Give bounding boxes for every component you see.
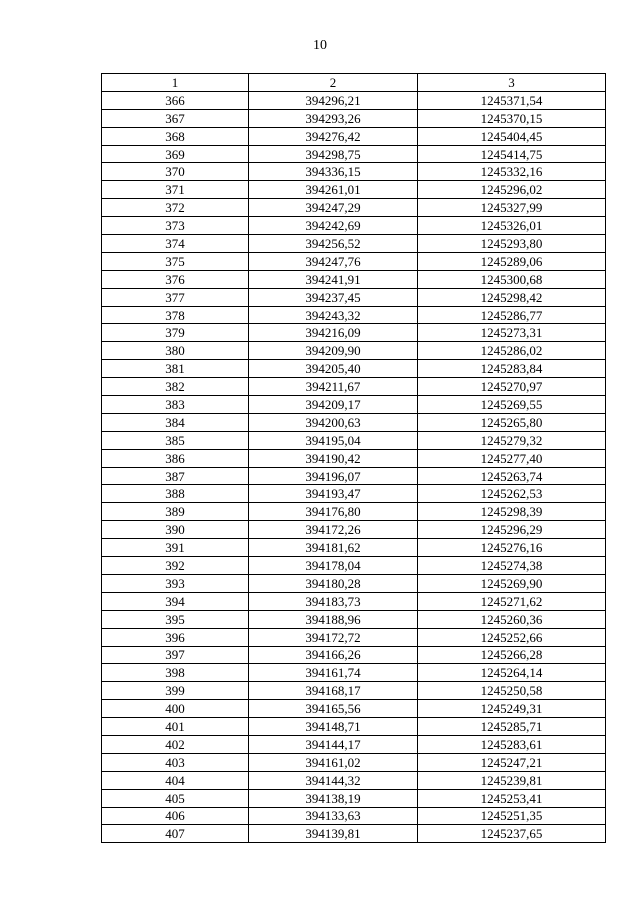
table-cell-col-3: 1245327,99 xyxy=(418,199,606,217)
table-cell-col-2: 394247,29 xyxy=(249,199,418,217)
table-cell-col-3: 1245253,41 xyxy=(418,789,606,807)
table-row xyxy=(102,574,606,592)
table-cell-col-2: 394139,81 xyxy=(249,825,418,843)
table-cell-col-2: 394148,71 xyxy=(249,718,418,736)
table-row xyxy=(102,610,606,628)
table-cell-col-3: 1245247,21 xyxy=(418,753,606,771)
table-cell-col-1: 392 xyxy=(102,557,249,575)
table-cell-col-2: 394237,45 xyxy=(249,288,418,306)
table-cell-col-1: 396 xyxy=(102,628,249,646)
table-cell-col-3: 1245252,66 xyxy=(418,628,606,646)
table-row xyxy=(102,789,606,807)
table-row xyxy=(102,324,606,342)
table-row xyxy=(102,360,606,378)
table-cell-col-3: 1245274,38 xyxy=(418,557,606,575)
table-row xyxy=(102,199,606,217)
table-cell-col-1: 389 xyxy=(102,503,249,521)
table-cell-col-3: 1245250,58 xyxy=(418,682,606,700)
table-cell-col-3: 1245283,61 xyxy=(418,735,606,753)
table-row xyxy=(102,127,606,145)
table-row xyxy=(102,825,606,843)
table-cell-col-3: 1245285,71 xyxy=(418,718,606,736)
table-cell-col-1: 373 xyxy=(102,217,249,235)
table-cell-col-2: 394211,67 xyxy=(249,378,418,396)
table-cell-col-1: 381 xyxy=(102,360,249,378)
table-cell-col-1: 388 xyxy=(102,485,249,503)
table-cell-col-1: 376 xyxy=(102,270,249,288)
table-cell-col-1: 390 xyxy=(102,521,249,539)
table-cell-col-1: 401 xyxy=(102,718,249,736)
table-cell-col-3: 1245286,77 xyxy=(418,306,606,324)
table-cell-col-3: 1245270,97 xyxy=(418,378,606,396)
table-cell-col-2: 394296,21 xyxy=(249,91,418,109)
table-cell-col-1: 370 xyxy=(102,163,249,181)
table-cell-col-1: 402 xyxy=(102,735,249,753)
table-row xyxy=(102,306,606,324)
table-cell-col-3: 1245296,29 xyxy=(418,521,606,539)
table-cell-col-2: 394293,26 xyxy=(249,109,418,127)
table-row xyxy=(102,521,606,539)
table-cell-col-3: 1245251,35 xyxy=(418,807,606,825)
table-cell-col-3: 1245271,62 xyxy=(418,592,606,610)
table-row xyxy=(102,557,606,575)
table-cell-col-1: 391 xyxy=(102,539,249,557)
header-row xyxy=(102,74,606,92)
table-cell-col-2: 394178,04 xyxy=(249,557,418,575)
table-cell-col-3: 1245269,90 xyxy=(418,574,606,592)
table-row xyxy=(102,145,606,163)
table-row xyxy=(102,467,606,485)
table-row xyxy=(102,682,606,700)
table-row xyxy=(102,485,606,503)
table-cell-col-2: 394172,72 xyxy=(249,628,418,646)
table-cell-col-1: 404 xyxy=(102,771,249,789)
table-row xyxy=(102,270,606,288)
table-cell-col-3: 1245414,75 xyxy=(418,145,606,163)
table-cell-col-3: 1245273,31 xyxy=(418,324,606,342)
table-row xyxy=(102,771,606,789)
table-cell-col-3: 1245300,68 xyxy=(418,270,606,288)
table-row xyxy=(102,503,606,521)
table-cell-col-2: 394247,76 xyxy=(249,252,418,270)
table-cell-col-1: 393 xyxy=(102,574,249,592)
table-cell-col-2: 394196,07 xyxy=(249,467,418,485)
table-cell-col-3: 1245262,53 xyxy=(418,485,606,503)
table-cell-col-3: 1245249,31 xyxy=(418,700,606,718)
table-cell-col-2: 394261,01 xyxy=(249,181,418,199)
table-cell-col-2: 394336,15 xyxy=(249,163,418,181)
table-cell-col-1: 380 xyxy=(102,342,249,360)
table-cell-col-1: 384 xyxy=(102,413,249,431)
table-cell-col-1: 397 xyxy=(102,646,249,664)
table-cell-col-2: 394166,26 xyxy=(249,646,418,664)
table-cell-col-2: 394209,90 xyxy=(249,342,418,360)
table-cell-col-2: 394276,42 xyxy=(249,127,418,145)
table-cell-col-3: 1245279,32 xyxy=(418,431,606,449)
table-cell-col-3: 1245264,14 xyxy=(418,664,606,682)
table-row xyxy=(102,753,606,771)
table-cell-col-1: 399 xyxy=(102,682,249,700)
table-cell-col-3: 1245370,15 xyxy=(418,109,606,127)
table-cell-col-2: 394205,40 xyxy=(249,360,418,378)
table-cell-col-1: 382 xyxy=(102,378,249,396)
table-cell-col-2: 394138,19 xyxy=(249,789,418,807)
table-cell-col-2: 394144,32 xyxy=(249,771,418,789)
table-cell-col-2: 394216,09 xyxy=(249,324,418,342)
table-row xyxy=(102,431,606,449)
table-cell-col-3: 1245277,40 xyxy=(418,449,606,467)
table-cell-col-1: 387 xyxy=(102,467,249,485)
table-cell-col-2: 394241,91 xyxy=(249,270,418,288)
column-header-2: 2 xyxy=(249,74,418,92)
table-cell-col-3: 1245371,54 xyxy=(418,91,606,109)
page-number: 10 xyxy=(313,38,327,53)
column-header-1: 1 xyxy=(102,74,249,92)
column-header-3: 3 xyxy=(418,74,606,92)
table-cell-col-1: 395 xyxy=(102,610,249,628)
table-cell-col-3: 1245276,16 xyxy=(418,539,606,557)
table-cell-col-2: 394180,28 xyxy=(249,574,418,592)
table-cell-col-1: 377 xyxy=(102,288,249,306)
table-cell-col-1: 398 xyxy=(102,664,249,682)
table-cell-col-3: 1245296,02 xyxy=(418,181,606,199)
table-cell-col-1: 406 xyxy=(102,807,249,825)
table-cell-col-2: 394243,32 xyxy=(249,306,418,324)
table-cell-col-3: 1245237,65 xyxy=(418,825,606,843)
table-row xyxy=(102,235,606,253)
table-cell-col-2: 394195,04 xyxy=(249,431,418,449)
table-cell-col-2: 394176,80 xyxy=(249,503,418,521)
table-row xyxy=(102,700,606,718)
table-cell-col-3: 1245404,45 xyxy=(418,127,606,145)
table-row xyxy=(102,664,606,682)
table-cell-col-2: 394200,63 xyxy=(249,413,418,431)
table-cell-col-2: 394242,69 xyxy=(249,217,418,235)
table-row xyxy=(102,735,606,753)
table-row xyxy=(102,646,606,664)
table-row xyxy=(102,413,606,431)
table-cell-col-1: 400 xyxy=(102,700,249,718)
table-row xyxy=(102,628,606,646)
table-cell-col-1: 386 xyxy=(102,449,249,467)
table-body xyxy=(102,91,606,842)
table-cell-col-3: 1245286,02 xyxy=(418,342,606,360)
table-cell-col-1: 366 xyxy=(102,91,249,109)
table-cell-col-2: 394161,02 xyxy=(249,753,418,771)
table-cell-col-2: 394144,17 xyxy=(249,735,418,753)
table-row xyxy=(102,91,606,109)
table-cell-col-3: 1245289,06 xyxy=(418,252,606,270)
coordinates-table xyxy=(101,73,606,843)
table-row xyxy=(102,288,606,306)
table-cell-col-3: 1245298,42 xyxy=(418,288,606,306)
table-cell-col-1: 369 xyxy=(102,145,249,163)
table-cell-col-3: 1245326,01 xyxy=(418,217,606,235)
table-row xyxy=(102,592,606,610)
table-cell-col-3: 1245263,74 xyxy=(418,467,606,485)
table-cell-col-2: 394181,62 xyxy=(249,539,418,557)
table-cell-col-3: 1245269,55 xyxy=(418,396,606,414)
table-row xyxy=(102,181,606,199)
table-cell-col-1: 372 xyxy=(102,199,249,217)
table-cell-col-1: 383 xyxy=(102,396,249,414)
table-cell-col-2: 394298,75 xyxy=(249,145,418,163)
table-cell-col-1: 374 xyxy=(102,235,249,253)
table-cell-col-1: 375 xyxy=(102,252,249,270)
table-cell-col-2: 394168,17 xyxy=(249,682,418,700)
table-cell-col-3: 1245265,80 xyxy=(418,413,606,431)
table-cell-col-3: 1245283,84 xyxy=(418,360,606,378)
table-row xyxy=(102,807,606,825)
table-cell-col-1: 403 xyxy=(102,753,249,771)
table-cell-col-2: 394161,74 xyxy=(249,664,418,682)
table-row xyxy=(102,109,606,127)
table-row xyxy=(102,163,606,181)
table-cell-col-2: 394256,52 xyxy=(249,235,418,253)
table-row xyxy=(102,396,606,414)
table-row xyxy=(102,342,606,360)
table-cell-col-3: 1245298,39 xyxy=(418,503,606,521)
table-cell-col-3: 1245266,28 xyxy=(418,646,606,664)
table-cell-col-3: 1245293,80 xyxy=(418,235,606,253)
table-row xyxy=(102,217,606,235)
table-row xyxy=(102,718,606,736)
table-cell-col-1: 394 xyxy=(102,592,249,610)
table-cell-col-1: 378 xyxy=(102,306,249,324)
table-cell-col-1: 368 xyxy=(102,127,249,145)
table-cell-col-3: 1245260,36 xyxy=(418,610,606,628)
table-cell-col-2: 394190,42 xyxy=(249,449,418,467)
table-cell-col-2: 394172,26 xyxy=(249,521,418,539)
table-row xyxy=(102,252,606,270)
table-cell-col-2: 394209,17 xyxy=(249,396,418,414)
table-cell-col-1: 385 xyxy=(102,431,249,449)
table-cell-col-3: 1245332,16 xyxy=(418,163,606,181)
table-cell-col-2: 394183,73 xyxy=(249,592,418,610)
table-cell-col-3: 1245239,81 xyxy=(418,771,606,789)
table-cell-col-1: 371 xyxy=(102,181,249,199)
table-header xyxy=(102,74,606,92)
table-cell-col-1: 379 xyxy=(102,324,249,342)
table-cell-col-1: 405 xyxy=(102,789,249,807)
table-row xyxy=(102,539,606,557)
table-row xyxy=(102,449,606,467)
table-cell-col-1: 407 xyxy=(102,825,249,843)
table-cell-col-1: 367 xyxy=(102,109,249,127)
table-cell-col-2: 394193,47 xyxy=(249,485,418,503)
table-cell-col-2: 394165,56 xyxy=(249,700,418,718)
table-cell-col-2: 394133,63 xyxy=(249,807,418,825)
table-row xyxy=(102,378,606,396)
table-cell-col-2: 394188,96 xyxy=(249,610,418,628)
